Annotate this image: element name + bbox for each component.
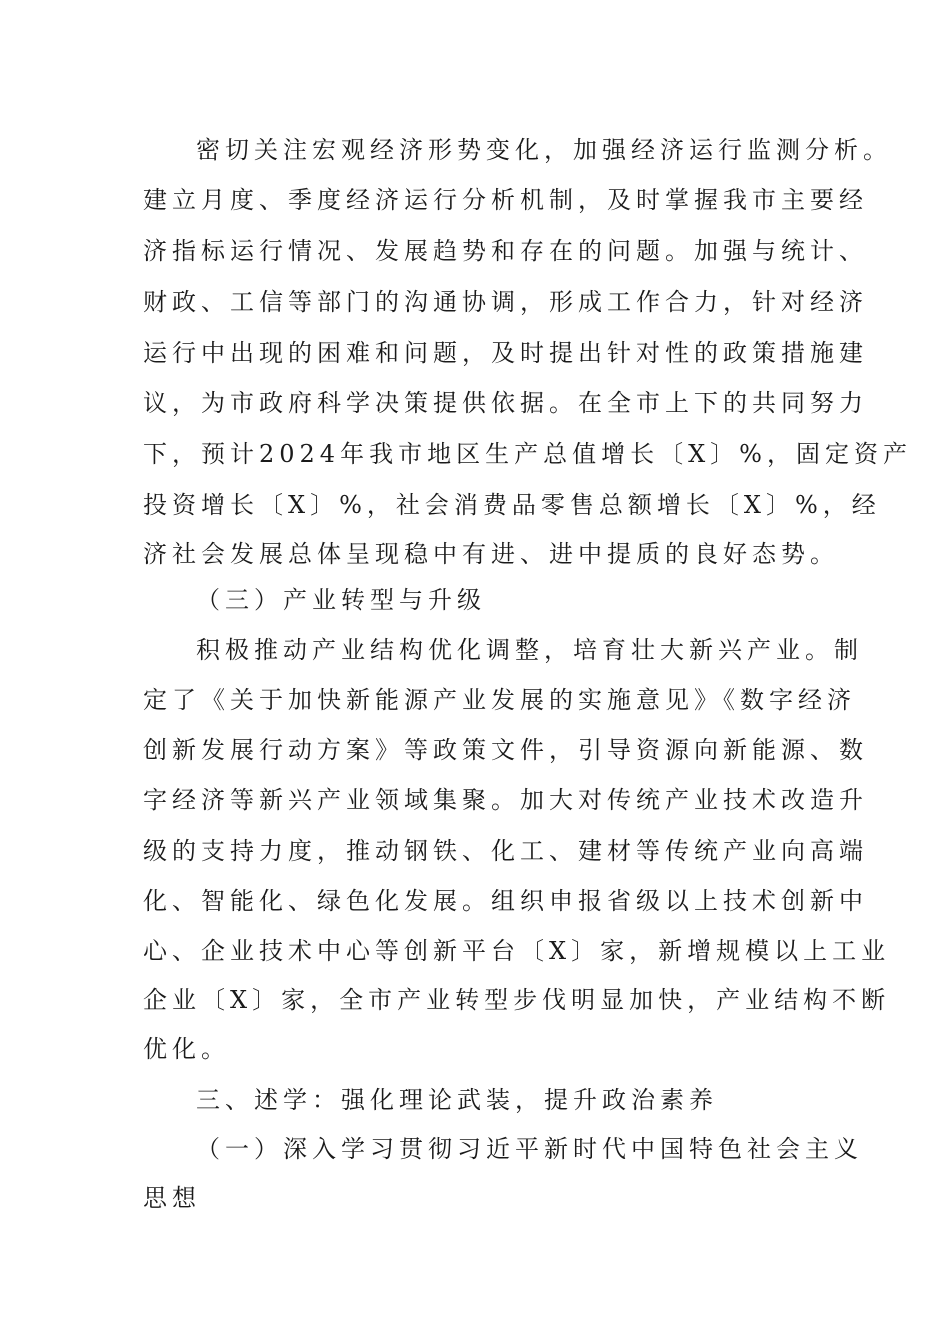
section-heading: （三）产业转型与升级 xyxy=(196,586,486,614)
paragraph-line: 密切关注宏观经济形势变化，加强经济运行监测分析。 xyxy=(196,136,892,164)
subsection-heading: （一）深入学习贯彻习近平新时代中国特色社会主义 xyxy=(196,1135,863,1163)
paragraph-line: 创新发展行动方案》等政策文件，引导资源向新能源、数 xyxy=(143,736,868,764)
paragraph-line: 级的支持力度，推动钢铁、化工、建材等传统产业向高端 xyxy=(143,837,868,865)
paragraph-line: 济指标运行情况、发展趋势和存在的问题。加强与统计、 xyxy=(143,237,868,265)
paragraph-line: 投资增长〔X〕%，社会消费品零售总额增长〔X〕%，经 xyxy=(143,491,881,519)
paragraph-line: 财政、工信等部门的沟通协调，形成工作合力，针对经济 xyxy=(143,288,868,316)
subsection-heading-continued: 思想 xyxy=(143,1184,201,1212)
paragraph-line: 运行中出现的困难和问题，及时提出针对性的政策措施建 xyxy=(143,339,868,367)
paragraph-line: 企业〔X〕家，全市产业转型步伐明显加快，产业结构不断 xyxy=(143,986,891,1014)
paragraph-line: 优化。 xyxy=(143,1035,230,1063)
paragraph-line: 定了《关于加快新能源产业发展的实施意见》《数字经济 xyxy=(143,686,856,714)
paragraph-line: 化、智能化、绿色化发展。组织申报省级以上技术创新中 xyxy=(143,887,868,915)
paragraph-line: 积极推动产业结构优化调整，培育壮大新兴产业。制 xyxy=(196,636,863,664)
paragraph-line: 议，为市政府科学决策提供依据。在全市上下的共同努力 xyxy=(143,389,868,417)
paragraph-line: 建立月度、季度经济运行分析机制，及时掌握我市主要经 xyxy=(143,186,868,214)
paragraph-line: 济社会发展总体呈现稳中有进、进中提质的良好态势。 xyxy=(143,540,839,568)
paragraph-line: 字经济等新兴产业领域集聚。加大对传统产业技术改造升 xyxy=(143,786,868,814)
paragraph-line: 下，预计2024年我市地区生产总值增长〔X〕%，固定资产 xyxy=(143,440,912,468)
section-heading: 三、述学：强化理论武装，提升政治素养 xyxy=(196,1086,718,1114)
paragraph-line: 心、企业技术中心等创新平台〔X〕家，新增规模以上工业 xyxy=(143,937,891,965)
